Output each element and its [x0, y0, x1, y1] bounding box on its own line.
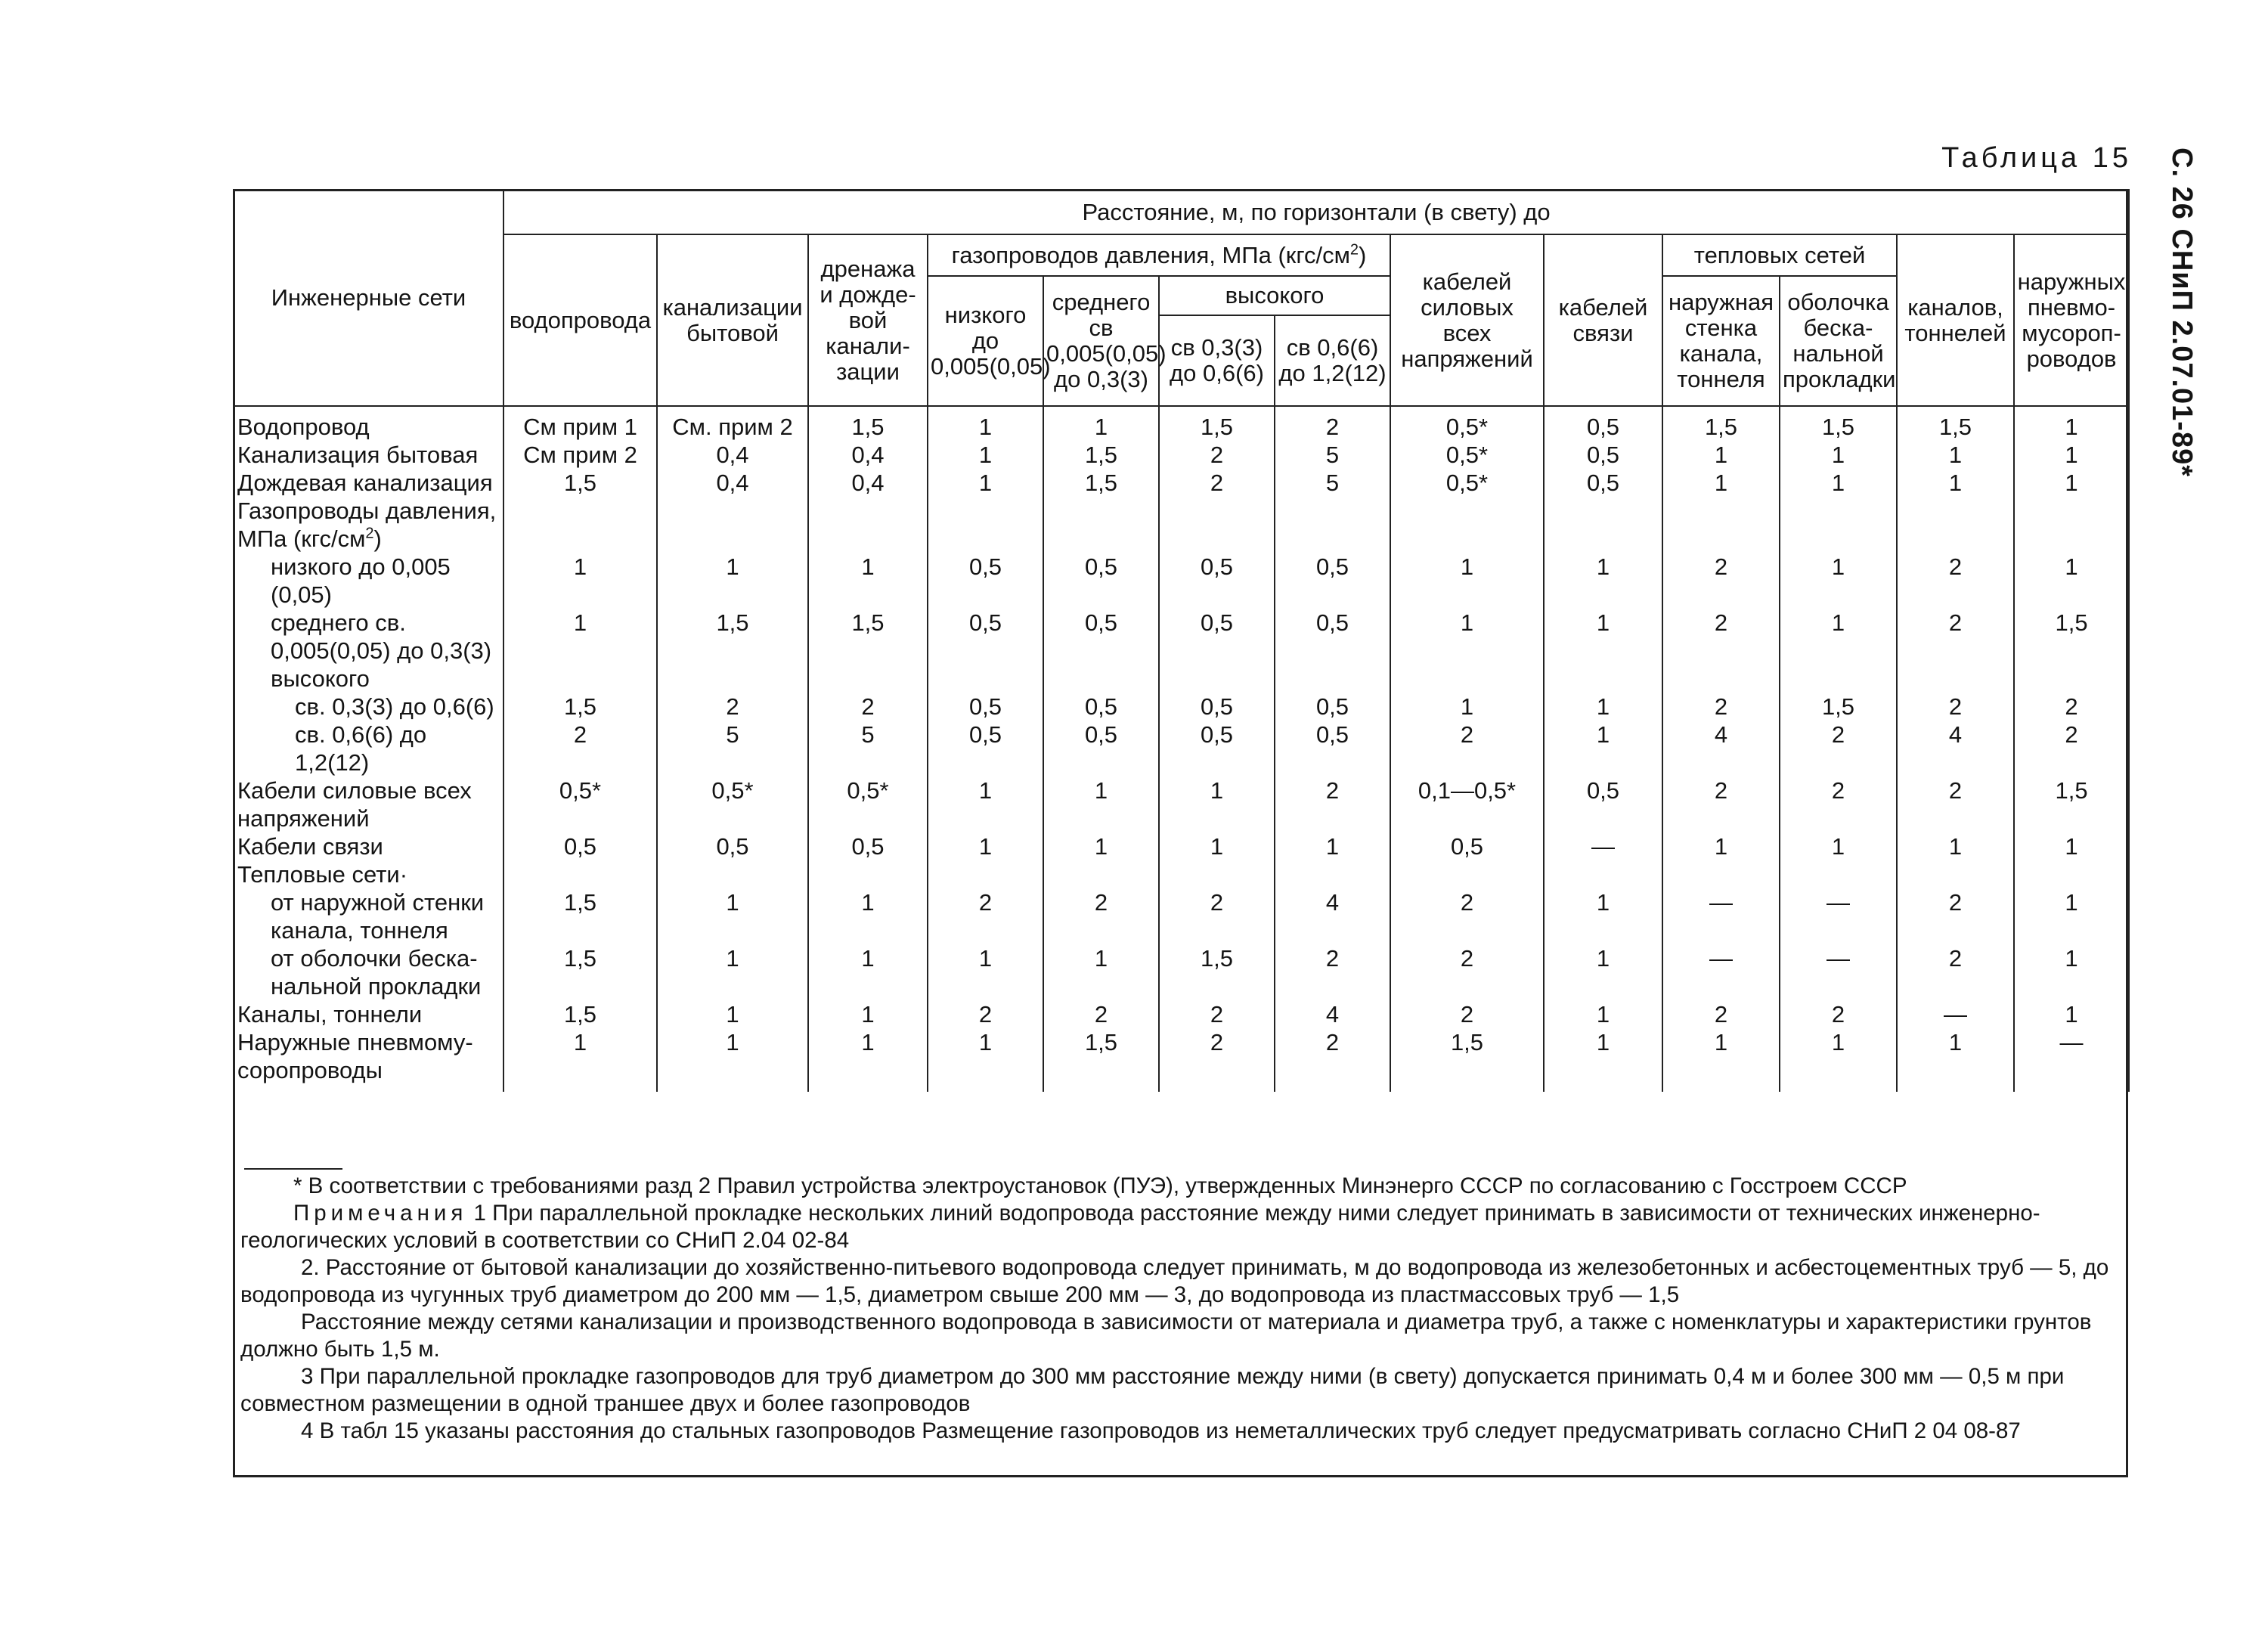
cell-gas-high-2: 4	[1275, 1000, 1390, 1028]
cell-water: 1,5	[503, 469, 657, 497]
cell-power-cables: 1	[1390, 553, 1544, 609]
cell-power-cables	[1390, 497, 1544, 553]
cell-drain	[808, 665, 928, 693]
cell-water: 0,5*	[503, 776, 657, 832]
cell-drain: 1	[808, 553, 928, 609]
cell-power-cables	[1390, 665, 1544, 693]
cell-gas-low	[928, 665, 1043, 693]
header-power-cables: кабелей силовых всех напряжений	[1390, 234, 1544, 406]
cell-gas-mid: 1,5	[1043, 441, 1159, 469]
cell-comm-cables: 1	[1544, 944, 1662, 1000]
cell-gas-high-2: 1	[1275, 832, 1390, 860]
table-row	[234, 944, 2129, 1000]
cell-sewer: 1	[657, 1028, 808, 1092]
cell-heat-shell	[1780, 497, 1897, 553]
cell-channels: 2	[1897, 609, 2014, 665]
header-gas-high-2: св 0,6(6) до 1,2(12)	[1275, 315, 1390, 406]
cell-gas-mid: 0,5	[1043, 693, 1159, 721]
cell-gas-high-2: 2	[1275, 406, 1390, 441]
header-heat-outer: наружная стенка канала, тоннеля	[1662, 276, 1780, 406]
cell-gas-mid	[1043, 497, 1159, 553]
cell-drain	[808, 860, 928, 888]
cell-sewer: См. прим 2	[657, 406, 808, 441]
cell-gas-low: 1	[928, 469, 1043, 497]
header-pneumo: наружных пневмомусоропроводов	[2014, 234, 2129, 406]
cell-comm-cables: 1	[1544, 609, 1662, 665]
header-gas-mid: среднего св 0,005(0,05) до 0,3(3)	[1043, 276, 1159, 406]
header-heat-shell: оболочка бесканальной прокладки	[1780, 276, 1897, 406]
cell-heat-shell: 1	[1780, 1028, 1897, 1092]
cell-power-cables: 1	[1390, 609, 1544, 665]
header-row-label: Инженерные сети	[234, 190, 503, 406]
cell-drain: 1,5	[808, 406, 928, 441]
cell-sewer	[657, 497, 808, 553]
cell-gas-high-1	[1159, 860, 1275, 888]
cell-sewer: 0,5*	[657, 776, 808, 832]
cell-drain: 5	[808, 721, 928, 776]
cell-gas-mid: 1	[1043, 776, 1159, 832]
cell-pneumo: 1	[2014, 1000, 2129, 1028]
cell-channels: 2	[1897, 776, 2014, 832]
cell-comm-cables: 1	[1544, 693, 1662, 721]
cell-water	[503, 497, 657, 553]
table-notes	[240, 1168, 2123, 1445]
cell-heat-outer: 4	[1662, 721, 1780, 776]
row-label: высокого	[234, 665, 503, 693]
cell-pneumo: 1	[2014, 944, 2129, 1000]
page-identifier	[2158, 147, 2204, 510]
cell-power-cables: 1	[1390, 693, 1544, 721]
cell-water: 1	[503, 1028, 657, 1092]
row-label: Наружные пневмомусоропроводы	[234, 1028, 503, 1092]
cell-pneumo: 1,5	[2014, 609, 2129, 665]
row-label: Газопроводы давления, МПа $(кгс/см^2)$	[234, 497, 503, 553]
cell-comm-cables	[1544, 665, 1662, 693]
cell-pneumo	[2014, 665, 2129, 693]
table-row	[234, 860, 2129, 888]
row-label: Тепловые сети·	[234, 860, 503, 888]
row-label: Дождевая канализация	[234, 469, 503, 497]
cell-gas-high-2: 2	[1275, 944, 1390, 1000]
cell-sewer: 1	[657, 553, 808, 609]
table-row	[234, 1000, 2129, 1028]
cell-drain: 1,5	[808, 609, 928, 665]
cell-channels: 1	[1897, 832, 2014, 860]
cell-gas-low: 1	[928, 406, 1043, 441]
row-label: Каналы, тоннели	[234, 1000, 503, 1028]
cell-heat-shell: 2	[1780, 776, 1897, 832]
cell-gas-high-2: 2	[1275, 776, 1390, 832]
cell-gas-high-2	[1275, 665, 1390, 693]
row-label: Канализация бытовая	[234, 441, 503, 469]
cell-drain: 1	[808, 1000, 928, 1028]
table-row	[234, 553, 2129, 609]
row-label: Кабели связи	[234, 832, 503, 860]
page-identifier-text: С. 26 СНиП 2.07.01-89*	[2166, 147, 2198, 477]
cell-heat-outer	[1662, 860, 1780, 888]
table-row	[234, 441, 2129, 469]
cell-gas-high-1	[1159, 665, 1275, 693]
cell-drain: 1	[808, 944, 928, 1000]
cell-sewer: 1	[657, 888, 808, 944]
table-row	[234, 665, 2129, 693]
cell-heat-outer: 2	[1662, 609, 1780, 665]
cell-gas-high-2: 0,5	[1275, 609, 1390, 665]
row-label: Водопровод	[234, 406, 503, 441]
cell-heat-outer: —	[1662, 888, 1780, 944]
cell-gas-mid: 1	[1043, 944, 1159, 1000]
header-channels: каналов, тоннелей	[1897, 234, 2014, 406]
cell-pneumo: 1,5	[2014, 776, 2129, 832]
table-row	[234, 888, 2129, 944]
header-comm-cables: кабелей связи	[1544, 234, 1662, 406]
cell-power-cables: 0,5*	[1390, 406, 1544, 441]
note-4: 4 В табл 15 указаны расстояния до стальных газопроводов Размещение газопроводов из неметаллических труб следует предусматривать согласно СНиП 2 04 08-87	[301, 1418, 2021, 1443]
cell-comm-cables: 0,5	[1544, 406, 1662, 441]
cell-sewer: 0,4	[657, 469, 808, 497]
table-row	[234, 721, 2129, 776]
cell-heat-shell: 1	[1780, 553, 1897, 609]
cell-comm-cables: 0,5	[1544, 441, 1662, 469]
cell-gas-low: 1	[928, 944, 1043, 1000]
cell-heat-outer: 2	[1662, 1000, 1780, 1028]
cell-drain	[808, 497, 928, 553]
cell-power-cables	[1390, 860, 1544, 888]
cell-gas-high-1: 2	[1159, 441, 1275, 469]
cell-pneumo	[2014, 860, 2129, 888]
cell-heat-shell: 1,5	[1780, 406, 1897, 441]
cell-pneumo: 1	[2014, 406, 2129, 441]
header-drain: дренажа и дождевой канализации	[808, 234, 928, 406]
cell-channels: 2	[1897, 944, 2014, 1000]
cell-heat-shell: —	[1780, 888, 1897, 944]
cell-heat-shell: 1,5	[1780, 693, 1897, 721]
cell-gas-mid: 2	[1043, 1000, 1159, 1028]
cell-heat-outer: 2	[1662, 553, 1780, 609]
cell-pneumo: 2	[2014, 721, 2129, 776]
cell-sewer	[657, 665, 808, 693]
cell-comm-cables: 0,5	[1544, 776, 1662, 832]
cell-gas-high-2	[1275, 497, 1390, 553]
cell-channels: 1	[1897, 469, 2014, 497]
cell-gas-high-1: 0,5	[1159, 693, 1275, 721]
row-label: низкого до 0,005 (0,05)	[234, 553, 503, 609]
cell-heat-outer	[1662, 497, 1780, 553]
cell-gas-high-1: 2	[1159, 1000, 1275, 1028]
cell-heat-outer: 2	[1662, 693, 1780, 721]
cell-water: 1,5	[503, 944, 657, 1000]
cell-comm-cables	[1544, 497, 1662, 553]
cell-gas-high-2: 4	[1275, 888, 1390, 944]
cell-channels	[1897, 665, 2014, 693]
cell-power-cables: 0,1—0,5*	[1390, 776, 1544, 832]
cell-gas-mid: 1,5	[1043, 1028, 1159, 1092]
row-label: от наружной стенки канала, тоннеля	[234, 888, 503, 944]
cell-gas-high-1: 1	[1159, 776, 1275, 832]
header-gas-high-1: св 0,3(3) до 0,6(6)	[1159, 315, 1275, 406]
cell-water: 0,5	[503, 832, 657, 860]
cell-gas-mid	[1043, 860, 1159, 888]
cell-gas-low: 0,5	[928, 721, 1043, 776]
table-row	[234, 693, 2129, 721]
cell-gas-low: 0,5	[928, 553, 1043, 609]
cell-channels: 2	[1897, 888, 2014, 944]
footnote: * В соответствии с требованиями разд 2 Правил устройства электроустановок (ПУЭ), утвержденных Минэнерго СССР по согласованию с Госстроем СССР	[293, 1173, 1907, 1198]
note-1: Примечания 1 При параллельной прокладке нескольких линий водопровода расстояние между ними следует принимать в зависимости от технических инженерно-геологических условий в соответствии со СНиП 2.04 02-84	[240, 1201, 2040, 1253]
cell-drain: 0,4	[808, 441, 928, 469]
cell-gas-mid	[1043, 665, 1159, 693]
cell-water: 1,5	[503, 1000, 657, 1028]
cell-channels: 2	[1897, 693, 2014, 721]
cell-gas-high-1: 1,5	[1159, 944, 1275, 1000]
cell-heat-shell: 1	[1780, 469, 1897, 497]
distance-table	[233, 189, 2130, 1092]
cell-heat-outer: 1,5	[1662, 406, 1780, 441]
cell-sewer: 5	[657, 721, 808, 776]
table-row	[234, 469, 2129, 497]
cell-sewer: 1	[657, 1000, 808, 1028]
cell-gas-high-1: 0,5	[1159, 721, 1275, 776]
table-row	[234, 832, 2129, 860]
cell-gas-high-1: 2	[1159, 1028, 1275, 1092]
cell-heat-shell: 1	[1780, 832, 1897, 860]
cell-comm-cables: 1	[1544, 1000, 1662, 1028]
cell-heat-shell: 2	[1780, 1000, 1897, 1028]
table-row	[234, 609, 2129, 665]
row-label: св. 0,3(3) до 0,6(6)	[234, 693, 503, 721]
table-row	[234, 776, 2129, 832]
cell-comm-cables: 0,5	[1544, 469, 1662, 497]
cell-heat-outer: 1	[1662, 441, 1780, 469]
header-water: водопровода	[503, 234, 657, 406]
cell-gas-high-1: 2	[1159, 888, 1275, 944]
cell-gas-high-1: 2	[1159, 469, 1275, 497]
cell-sewer: 1,5	[657, 609, 808, 665]
cell-gas-mid: 0,5	[1043, 721, 1159, 776]
cell-water: 2	[503, 721, 657, 776]
cell-channels: 2	[1897, 553, 2014, 609]
cell-gas-high-1: 1,5	[1159, 406, 1275, 441]
cell-pneumo: 1	[2014, 832, 2129, 860]
cell-gas-mid: 1	[1043, 406, 1159, 441]
cell-comm-cables: 1	[1544, 553, 1662, 609]
cell-gas-mid: 0,5	[1043, 609, 1159, 665]
cell-power-cables: 2	[1390, 1000, 1544, 1028]
cell-gas-high-2: 2	[1275, 1028, 1390, 1092]
cell-gas-low: 2	[928, 888, 1043, 944]
row-label: от оболочки бесканальной прокладки	[234, 944, 503, 1000]
cell-channels: 1,5	[1897, 406, 2014, 441]
cell-power-cables: 0,5	[1390, 832, 1544, 860]
cell-power-cables: 2	[1390, 721, 1544, 776]
cell-channels	[1897, 860, 2014, 888]
cell-power-cables: 1,5	[1390, 1028, 1544, 1092]
cell-power-cables: 0,5*	[1390, 469, 1544, 497]
cell-channels	[1897, 497, 2014, 553]
cell-gas-low: 1	[928, 441, 1043, 469]
table-row	[234, 406, 2129, 441]
cell-comm-cables: 1	[1544, 1028, 1662, 1092]
cell-power-cables: 2	[1390, 944, 1544, 1000]
cell-water: 1,5	[503, 888, 657, 944]
cell-gas-high-2	[1275, 860, 1390, 888]
cell-comm-cables: —	[1544, 832, 1662, 860]
row-label: среднего св. 0,005(0,05) до 0,3(3)	[234, 609, 503, 665]
cell-pneumo: 2	[2014, 693, 2129, 721]
table-row	[234, 497, 2129, 553]
cell-drain: 1	[808, 1028, 928, 1092]
cell-comm-cables	[1544, 860, 1662, 888]
cell-gas-low: 1	[928, 832, 1043, 860]
cell-gas-low	[928, 860, 1043, 888]
footnote-rule	[244, 1168, 342, 1170]
cell-heat-shell: 2	[1780, 721, 1897, 776]
cell-channels: 1	[1897, 441, 2014, 469]
cell-gas-low: 1	[928, 1028, 1043, 1092]
header-sewer: канализации бытовой	[657, 234, 808, 406]
cell-water: См прим 1	[503, 406, 657, 441]
cell-heat-shell: —	[1780, 944, 1897, 1000]
note-3: 3 При параллельной прокладке газопроводов для труб диаметром до 300 мм расстояние между ними (в свету) допускается принимать 0,4 м и более 300 мм — 0,5 м при совместном размещении в одной траншее двух и более газопроводов	[240, 1364, 2065, 1416]
cell-pneumo: —	[2014, 1028, 2129, 1092]
cell-gas-low: 2	[928, 1000, 1043, 1028]
cell-heat-outer	[1662, 665, 1780, 693]
notes-heading: Примечания	[293, 1201, 468, 1226]
cell-gas-mid: 2	[1043, 888, 1159, 944]
cell-heat-outer: 1	[1662, 832, 1780, 860]
cell-water	[503, 665, 657, 693]
cell-gas-high-2: 5	[1275, 441, 1390, 469]
cell-pneumo	[2014, 497, 2129, 553]
cell-gas-low: 0,5	[928, 609, 1043, 665]
cell-gas-high-1: 0,5	[1159, 609, 1275, 665]
cell-water: 1,5	[503, 693, 657, 721]
cell-gas-low	[928, 497, 1043, 553]
note-2: 2. Расстояние от бытовой канализации до хозяйственно-питьевого водопровода следует принимать, м до водопровода из железобетонных и асбестоцементных труб — 5, до водопровода из чугунных труб диаметром до 200 мм — 1,5, диаметром свыше 200 мм — 3, до водопровода из пластмассовых труб — 1,5	[240, 1255, 2109, 1307]
cell-gas-high-1	[1159, 497, 1275, 553]
cell-water	[503, 860, 657, 888]
table-row	[234, 1028, 2129, 1092]
cell-sewer: 0,4	[657, 441, 808, 469]
cell-heat-shell: 1	[1780, 441, 1897, 469]
cell-power-cables: 0,5*	[1390, 441, 1544, 469]
header-heat-group: тепловых сетей	[1662, 234, 1897, 276]
cell-gas-high-1: 1	[1159, 832, 1275, 860]
cell-gas-high-1: 0,5	[1159, 553, 1275, 609]
header-gas-group: газопроводов давления, МПа $(кгс/см^2)$	[928, 234, 1390, 276]
cell-comm-cables: 1	[1544, 888, 1662, 944]
cell-heat-shell	[1780, 860, 1897, 888]
cell-sewer: 1	[657, 944, 808, 1000]
note-2b: Расстояние между сетями канализации и производственного водопровода в зависимости от материала и диаметра труб, а также с номенклатуры и характеристики грунтов должно быть 1,5 м.	[240, 1310, 2092, 1362]
cell-channels: —	[1897, 1000, 2014, 1028]
cell-comm-cables: 1	[1544, 721, 1662, 776]
cell-drain: 1	[808, 888, 928, 944]
cell-drain: 2	[808, 693, 928, 721]
cell-heat-outer: 1	[1662, 469, 1780, 497]
cell-drain: 0,4	[808, 469, 928, 497]
cell-water: 1	[503, 609, 657, 665]
cell-drain: 0,5	[808, 832, 928, 860]
cell-pneumo: 1	[2014, 553, 2129, 609]
cell-channels: 4	[1897, 721, 2014, 776]
cell-channels: 1	[1897, 1028, 2014, 1092]
cell-gas-low: 1	[928, 776, 1043, 832]
cell-gas-high-2: 0,5	[1275, 721, 1390, 776]
cell-sewer	[657, 860, 808, 888]
cell-water: 1	[503, 553, 657, 609]
cell-heat-shell	[1780, 665, 1897, 693]
cell-gas-high-2: 0,5	[1275, 553, 1390, 609]
header-gas-high: высокого	[1159, 276, 1390, 315]
cell-gas-high-2: 5	[1275, 469, 1390, 497]
cell-gas-mid: 1	[1043, 832, 1159, 860]
table-caption: Таблица 15	[1941, 142, 2132, 174]
header-group-distance: Расстояние, м, по горизонтали (в свету) до	[503, 190, 2129, 234]
cell-gas-high-2: 0,5	[1275, 693, 1390, 721]
cell-pneumo: 1	[2014, 441, 2129, 469]
row-label: Кабели силовые всех напряжений	[234, 776, 503, 832]
cell-gas-mid: 0,5	[1043, 553, 1159, 609]
cell-sewer: 0,5	[657, 832, 808, 860]
cell-heat-shell: 1	[1780, 609, 1897, 665]
header-gas-low: низкого до 0,005(0,05)	[928, 276, 1043, 406]
cell-heat-outer: —	[1662, 944, 1780, 1000]
cell-heat-outer: 1	[1662, 1028, 1780, 1092]
cell-drain: 0,5*	[808, 776, 928, 832]
cell-sewer: 2	[657, 693, 808, 721]
cell-power-cables: 2	[1390, 888, 1544, 944]
cell-gas-mid: 1,5	[1043, 469, 1159, 497]
cell-water: См прим 2	[503, 441, 657, 469]
cell-pneumo: 1	[2014, 469, 2129, 497]
cell-heat-outer: 2	[1662, 776, 1780, 832]
cell-gas-low: 0,5	[928, 693, 1043, 721]
row-label: св. 0,6(6) до 1,2(12)	[234, 721, 503, 776]
cell-pneumo: 1	[2014, 888, 2129, 944]
